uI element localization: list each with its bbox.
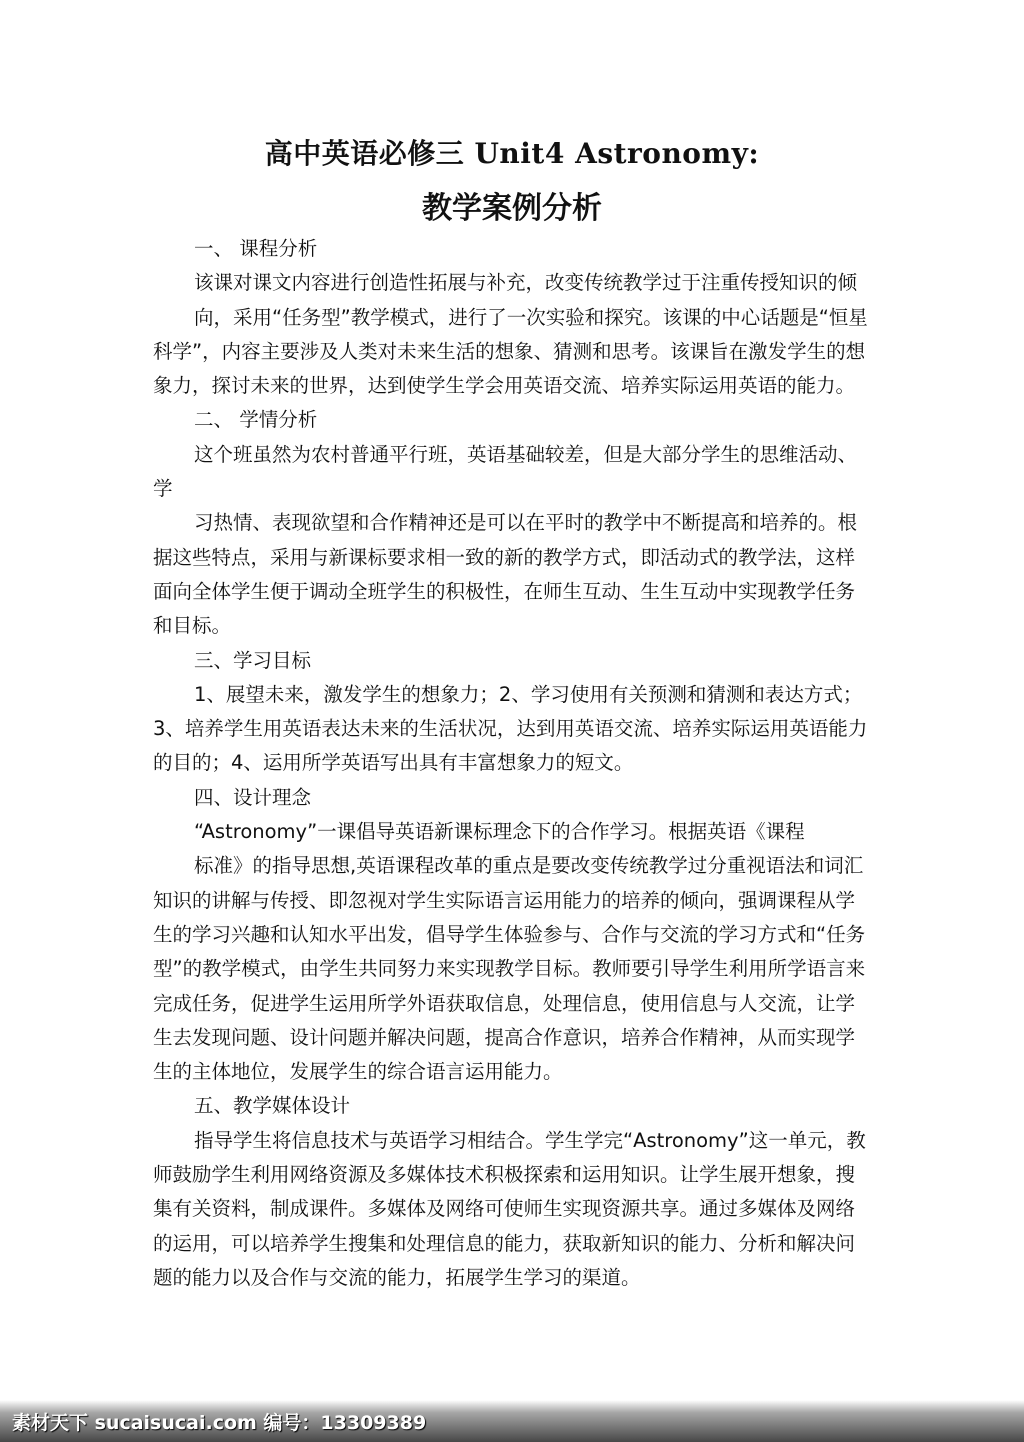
section-heading-2: 二、 学情分析 xyxy=(194,408,318,432)
watermark-text: 素材天下 sucaisucai.com 编号：13309389 xyxy=(12,1412,427,1434)
paragraph: 向，采用“任务型”教学模式，进行了一次实验和探究。该课的中心话题是“恒星科学”，内容主要涉及人类对未来生活的想象、猜测和思考。该课旨在激发学生的想象力，探讨未来的世界，达到使学生学会用英语交流、培养实际运用英语的能力。 xyxy=(153,305,868,398)
paragraph: 标准》的指导思想,英语课程改革的重点是要改变传统教学过分重视语法和词汇知识的讲解与传授、即忽视对学生实际语言运用能力的培养的倾向，强调课程从学生的学习兴趣和认知水平出发，倡导学生体验参与、合作与交流的学习方式和“任务型”的教学模式，由学生共同努力来实现教学目标。教师要引导学生利用所学语言来完成任务，促进学生运用所学外语获取信息，处理信息，使用信息与人交流，让学生去发现问题、设计问题并解决问题，提高合作意识，培养合作精神，从而实现学生的主体地位，发展学生的综合语言运用能力。 xyxy=(153,854,866,1084)
paragraph: 习热情、表现欲望和合作精神还是可以在平时的教学中不断提高和培养的。根据这些特点，采用与新课标要求相一致的新的教学方式，即活动式的教学法，这样面向全体学生便于调动全班学生的积极性，在师生互动、生生互动中实现教学任务和目标。 xyxy=(153,511,858,638)
paragraph: 指导学生将信息技术与英语学习相结合。学生学完“Astronomy”这一单元，教师鼓励学生利用网络资源及多媒体技术积极探索和运用知识。让学生展开想象，搜集有关资料，制成课件。多媒体及网络可使师生实现资源共享。通过多媒体及网络的运用，可以培养学生搜集和处理信息的能力，获取新知识的能力、分析和解决问题的能力以及合作与交流的能力，拓展学生学习的渠道。 xyxy=(153,1128,866,1289)
title-line-1: 高中英语必修三 Unit4 Astronomy: xyxy=(264,137,760,170)
title-line-2: 教学案例分析 xyxy=(422,191,602,226)
section-heading-4: 四、设计理念 xyxy=(194,785,312,809)
paragraph: 这个班虽然为农村普通平行班，英语基础较差，但是大部分学生的思维活动、学 xyxy=(153,442,858,501)
paragraph: “Astronomy”一课倡导英语新课标理念下的合作学习。根据英语《课程 xyxy=(194,820,805,844)
section-heading-5: 五、教学媒体设计 xyxy=(194,1094,351,1118)
paragraph: 1、展望未来，激发学生的想象力；2、学习使用有关预测和猜测和表达方式；3、培养学生用英语表达未来的生活状况，达到用英语交流、培养实际运用英语能力的目的；4、运用所学英语写出具有丰富想象力的短文。 xyxy=(153,682,868,775)
section-heading-3: 三、学习目标 xyxy=(194,648,312,672)
paragraph: 该课对课文内容进行创造性拓展与补充，改变传统教学过于注重传授知识的倾 xyxy=(194,271,858,295)
document-body xyxy=(153,232,871,1295)
watermark-bar xyxy=(0,1400,1024,1442)
section-heading-1: 一、 课程分析 xyxy=(194,237,318,260)
